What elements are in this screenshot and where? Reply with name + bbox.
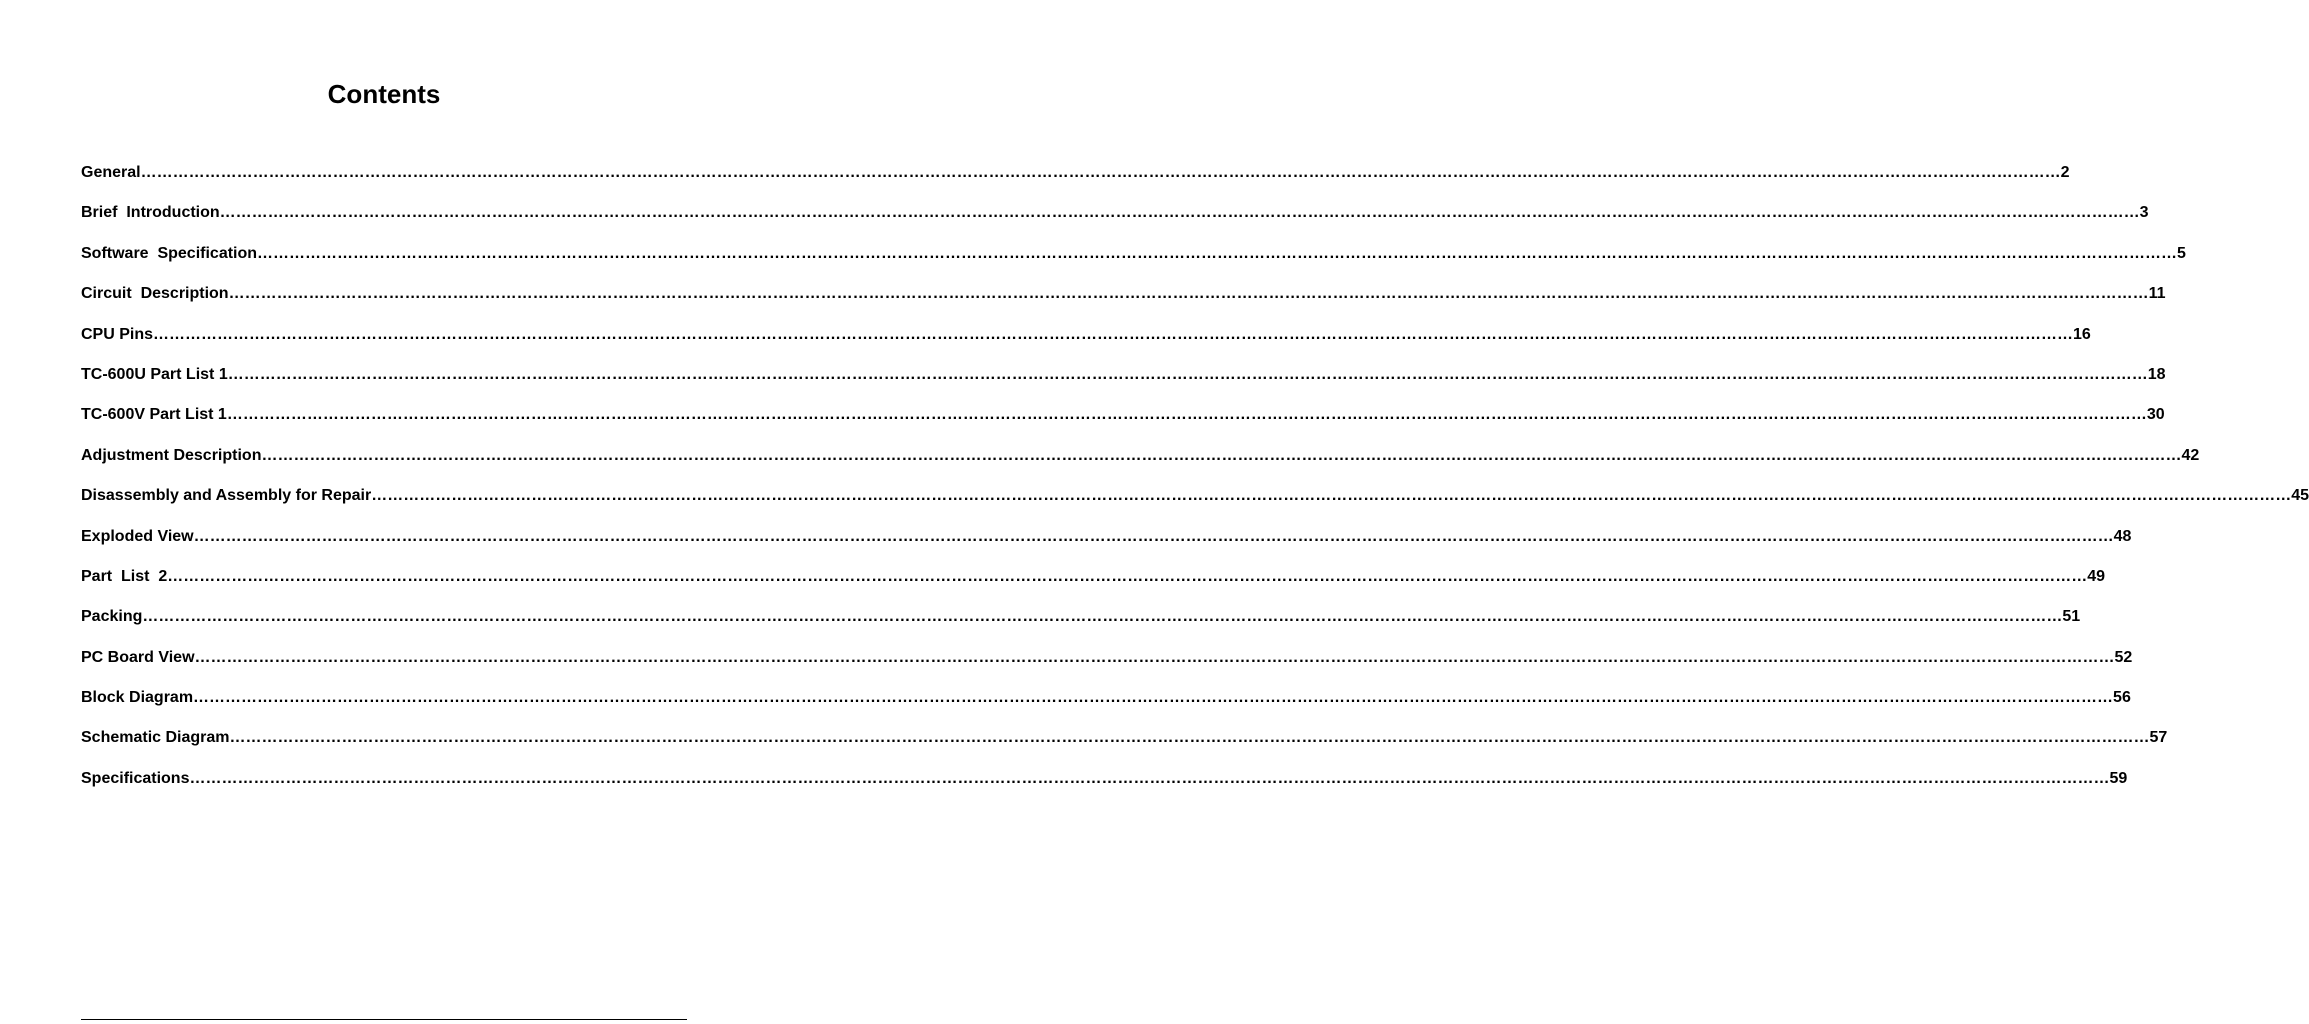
toc-entry-page-number: 52 [2114, 648, 2133, 666]
toc-entry-label: Adjustment Description [81, 446, 262, 464]
toc-dot-leader: ……………………………………………………………………………………………………………………………………………………………………………………………………………………………………………………………………………………………………………………………… [142, 608, 2063, 626]
toc-dot-leader: ……………………………………………………………………………………………………………………………………………………………………………………………………………………………………………………………………………………………………………………………… [227, 365, 2148, 383]
toc-entry-label: Specifications [81, 769, 190, 787]
toc-entry [81, 364, 2166, 404]
toc-dot-leader: ……………………………………………………………………………………………………………………………………………………………………………………………………………………………………………………………………………………………………………………………… [261, 446, 2182, 464]
toc-entry-label: TC-600V Part List 1 [81, 406, 227, 424]
toc-dot-leader: ……………………………………………………………………………………………………………………………………………………………………………………………………………………………………………………………………………………………………………………………… [226, 406, 2147, 424]
toc-entry-label: Block Diagram [81, 689, 194, 707]
toc-entry-label: Circuit Description [81, 285, 229, 303]
toc-entry [81, 526, 2132, 566]
toc-dot-leader: ……………………………………………………………………………………………………………………………………………………………………………………………………………………………………………………………………………………………………………………………… [153, 325, 2074, 343]
toc-entry-label: Exploded View [81, 527, 194, 545]
toc-entry-page-number: 16 [2073, 325, 2091, 343]
toc-dot-leader: ……………………………………………………………………………………………………………………………………………………………………………………………………………………………………………………………………………………………………………………………… [193, 527, 2114, 545]
toc-entry [81, 162, 2070, 202]
toc-entry-page-number: 5 [2177, 244, 2186, 262]
toc-entry-label: TC-600U Part List 1 [81, 365, 228, 383]
toc-entry-label: General [81, 164, 141, 181]
toc-entry-page-number: 30 [2146, 406, 2165, 424]
toc-entry-page-number: 45 [2291, 487, 2309, 505]
toc-entry-label: Part List 2 [81, 567, 168, 585]
toc-entry [81, 647, 2133, 687]
toc-entry-page-number: 51 [2062, 608, 2081, 626]
toc-entry [81, 485, 2309, 525]
toc-entry-page-number: 59 [2109, 769, 2128, 787]
toc-entry [81, 687, 2131, 727]
toc-entry-page-number: 42 [2181, 446, 2200, 464]
toc-entry-label: Schematic Diagram [81, 729, 230, 747]
toc-dot-leader: ……………………………………………………………………………………………………………………………………………………………………………………………………………………………………………………………………………………………………………………………… [167, 567, 2088, 585]
toc-dot-leader: ……………………………………………………………………………………………………………………………………………………………………………………………………………………………………………………………………………………………………………………………… [371, 487, 2292, 505]
toc-entry-page-number: 2 [2060, 164, 2070, 181]
toc-dot-leader: ……………………………………………………………………………………………………………………………………………………………………………………………………………………………………………………………………………………………………………………………… [257, 244, 2178, 262]
toc-entry-page-number: 11 [2148, 285, 2166, 303]
toc-entry-label: PC Board View [81, 648, 195, 666]
toc-entry-page-number: 49 [2087, 567, 2106, 585]
toc-dot-leader: ……………………………………………………………………………………………………………………………………………………………………………………………………………………………………………………………………………………………………………………………… [229, 729, 2150, 747]
toc-entry-page-number: 18 [2147, 365, 2166, 383]
toc-entry [81, 283, 2166, 323]
toc-entry [81, 606, 2081, 646]
toc-dot-leader: ……………………………………………………………………………………………………………………………………………………………………………………………………………………………………………………………………………………………………………………………… [140, 164, 2061, 181]
toc-entry-label: Software Specification [81, 244, 258, 262]
toc-entry-label: Brief Introduction [81, 204, 220, 222]
toc-dot-leader: ……………………………………………………………………………………………………………………………………………………………………………………………………………………………………………………………………………………………………………………………… [194, 648, 2115, 666]
toc-entry [81, 202, 2149, 242]
toc-dot-leader: ……………………………………………………………………………………………………………………………………………………………………………………………………………………………………………………………………………………………………………………………… [189, 769, 2110, 787]
toc-dot-leader: ……………………………………………………………………………………………………………………………………………………………………………………………………………………………………………………………………………………………………………………………… [193, 689, 2114, 707]
toc-entry [81, 445, 2200, 485]
toc-entry [81, 404, 2165, 444]
toc-entry-page-number: 3 [2139, 204, 2149, 222]
toc-entry-label: Packing [81, 608, 143, 626]
toc-entry [81, 243, 2186, 283]
footer-rule [81, 1019, 687, 1020]
toc-entry [81, 324, 2091, 364]
toc-entry [81, 566, 2106, 606]
table-of-contents [81, 162, 2309, 808]
toc-entry [81, 727, 2168, 767]
toc-entry [81, 768, 2128, 808]
toc-dot-leader: ……………………………………………………………………………………………………………………………………………………………………………………………………………………………………………………………………………………………………………………………… [228, 285, 2149, 303]
toc-dot-leader: ……………………………………………………………………………………………………………………………………………………………………………………………………………………………………………………………………………………………………………………………… [219, 204, 2140, 222]
toc-entry-label: Disassembly and Assembly for Repair [81, 487, 372, 505]
toc-entry-page-number: 57 [2149, 729, 2168, 747]
toc-entry-page-number: 56 [2113, 689, 2131, 707]
page-title: Contents [327, 79, 441, 109]
toc-entry-page-number: 48 [2113, 527, 2132, 545]
toc-entry-label: CPU Pins [81, 325, 154, 343]
